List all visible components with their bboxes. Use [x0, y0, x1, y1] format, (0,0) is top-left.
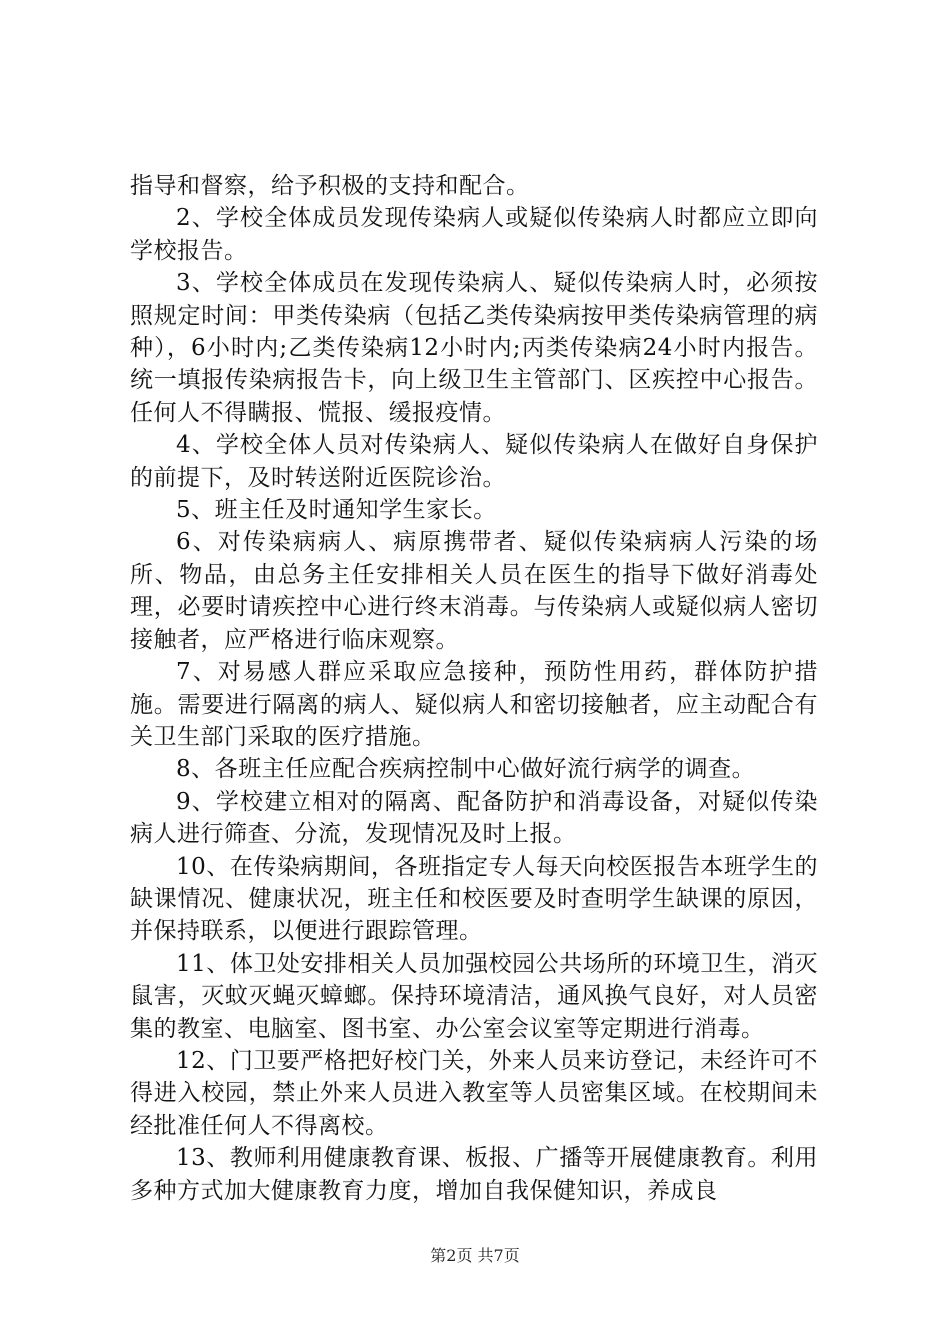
paragraph-item-3: 3、学校全体成员在发现传染病人、疑似传染病人时，必须按照规定时间：甲类传染病（包括乙类传染病按甲类传染病管理的病种），6小时内;乙类传染病12小时内;丙类传染病24小时内报告。统一填报传染病报告卡，向上级卫生主管部门、区疾控中心报告。任何人不得瞒报、慌报、缓报疫情。 — [130, 270, 818, 426]
paragraph-item-2: 2、学校全体成员发现传染病人或疑似传染病人时都应立即向学校报告。 — [130, 205, 818, 264]
paragraph-item-9: 9、学校建立相对的隔离、配备防护和消毒设备，对疑似传染病人进行筛查、分流，发现情况及时上报。 — [130, 788, 818, 848]
paragraph-item-10: 10、在传染病期间，各班指定专人每天向校医报告本班学生的缺课情况、健康状况，班主任和校医要及时查明学生缺课的原因，并保持联系，以便进行跟踪管理。 — [130, 853, 818, 945]
paragraph-item-4: 4、学校全体人员对传染病人、疑似传染病人在做好自身保护的前提下，及时转送附近医院诊治。 — [130, 432, 818, 491]
page-number-label: 第2页 共7页 — [430, 1246, 520, 1265]
paragraph-item-6: 6、对传染病病人、病原携带者、疑似传染病病人污染的场所、物品，由总务主任安排相关人员在医生的指导下做好消毒处理，必要时请疾控中心进行终末消毒。与传染病人或疑似病人密切接触者，应严格进行临床观察。 — [130, 529, 818, 653]
page-footer — [0, 1243, 950, 1266]
paragraph-item-5: 5、班主任及时通知学生家长。 — [176, 497, 497, 524]
paragraph-continuation: 指导和督察，给予积极的支持和配合。 — [130, 173, 530, 199]
paragraph-item-13: 13、教师利用健康教育课、板报、广播等开展健康教育。利用多种方式加大健康教育力度，增加自我保健知识，养成良 — [130, 1145, 818, 1204]
paragraph-item-7: 7、对易感人群应采取应急接种，预防性用药，群体防护措施。需要进行隔离的病人、疑似病人和密切接触者，应主动配合有关卫生部门采取的医疗措施。 — [130, 659, 818, 750]
paragraph-item-8: 8、各班主任应配合疾病控制中心做好流行病学的调查。 — [176, 756, 756, 783]
paragraph-item-11: 11、体卫处安排相关人员加强校园公共场所的环境卫生，消灭鼠害，灭蚊灭蝇灭蟑螂。保持环境清洁，通风换气良好，对人员密集的教室、电脑室、图书室、办公室会议室等定期进行消毒。 — [130, 950, 818, 1042]
document-body — [130, 170, 818, 1207]
paragraph-item-12: 12、门卫要严格把好校门关，外来人员来访登记，未经许可不得进入校园，禁止外来人员进入教室等人员密集区域。在校期间未经批准任何人不得离校。 — [130, 1047, 818, 1139]
